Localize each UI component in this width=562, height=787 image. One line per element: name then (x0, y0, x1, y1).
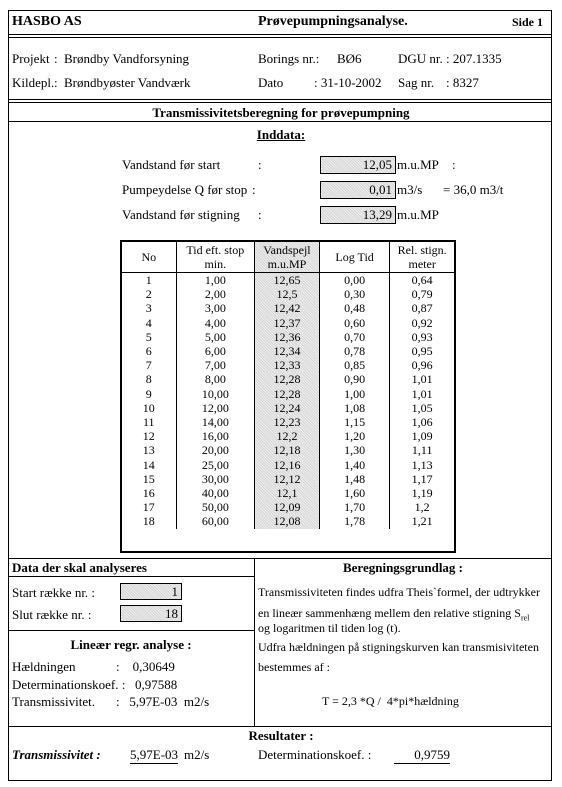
table-cell: 12,42 (255, 301, 320, 315)
analyse-title: Data der skal analyseres (12, 560, 147, 575)
table-row (122, 358, 454, 372)
table-row (122, 472, 454, 486)
table-cell: 40,00 (176, 486, 254, 500)
dato-value: : 31-10-2002 (314, 75, 382, 90)
table-cell: 1,19 (390, 486, 454, 500)
table-row (122, 372, 454, 386)
dgu-value: : 207.1335 (446, 51, 502, 66)
table-cell: 0,95 (390, 344, 454, 358)
table-row (122, 443, 454, 457)
table-cell: 16 (122, 486, 176, 500)
result-trans-label: Transmissivitet : (12, 747, 101, 762)
haeldning-value: : 0,30649 (116, 659, 175, 674)
table-cell: 0,48 (319, 301, 389, 315)
vandstand-start-unit: m.u.MP (397, 157, 439, 172)
table-cell: 12,28 (255, 387, 320, 401)
table-cell: 1,60 (319, 486, 389, 500)
table-row (122, 344, 454, 358)
table-cell: 3 (122, 301, 176, 315)
table-cell: 0,79 (390, 287, 454, 301)
col-header-relstign: Rel. stign. meter (390, 242, 454, 273)
table-cell: 4,00 (176, 316, 254, 330)
determ-label: Determinationskoef. : (12, 677, 126, 692)
table-cell: 0,92 (390, 316, 454, 330)
dgu-label: DGU nr. (398, 51, 443, 66)
table-cell: 6,00 (176, 344, 254, 358)
kildepl-label: Kildepl. (12, 75, 55, 90)
pumpeydelse-value[interactable]: 0,01 (320, 181, 396, 199)
table-cell: 25,00 (176, 458, 254, 472)
inddata-title: Inddata: (256, 127, 306, 142)
table-cell: 1,48 (319, 472, 389, 486)
table-row (122, 458, 454, 472)
result-trans-unit: m2/s (184, 747, 210, 762)
table-cell: 12,12 (255, 472, 320, 486)
col-header-tid: Tid eft. stop min. (176, 242, 254, 273)
kildepl-value: Brøndbyøster Vandværk (64, 75, 191, 90)
table-cell: 12,23 (255, 415, 320, 429)
table-cell: 4 (122, 316, 176, 330)
table-row (122, 330, 454, 344)
result-trans-value: 5,97E-03 (130, 747, 179, 762)
table-cell: 11 (122, 415, 176, 429)
pumpeydelse-unit: m3/s (397, 182, 423, 197)
table-cell: 2,00 (176, 287, 254, 301)
grundlag-title: Beregningsgrundlag : (342, 560, 464, 575)
table-cell: 1,05 (390, 401, 454, 415)
col-header-no: No (122, 242, 176, 273)
table-cell: 1,06 (390, 415, 454, 429)
input-label-pumpeydelse: Pumpeydelse Q før stop (122, 182, 248, 197)
slut-row-label: Slut række nr. : (12, 607, 92, 622)
table-cell: 12,65 (255, 273, 320, 288)
table-cell: 0,60 (319, 316, 389, 330)
pumpeydelse-extra: = 36,0 m3/t (443, 182, 504, 197)
table-cell: 12,00 (176, 401, 254, 415)
table-cell: 12,24 (255, 401, 320, 415)
vandstand-stigning-value[interactable]: 13,29 (320, 206, 396, 224)
determ-value: 0,97588 (135, 677, 178, 692)
table-cell: 12,09 (255, 500, 320, 514)
table-row (122, 514, 454, 528)
table-cell: 12,34 (255, 344, 320, 358)
table-cell: 1,01 (390, 372, 454, 386)
table-cell: 6 (122, 344, 176, 358)
table-cell: 10 (122, 401, 176, 415)
input-label-vandstand-start: Vandstand før start (122, 157, 221, 172)
table-cell: 0,78 (319, 344, 389, 358)
col-header-vandspejl: Vandspejl m.u.MP (255, 242, 320, 273)
table-cell: 12 (122, 429, 176, 443)
table-cell: 0,30 (319, 287, 389, 301)
grundlag-line1: Transmissiviteten findes udfra Theis`formel, der udtrykker (258, 585, 540, 599)
table-row (122, 429, 454, 443)
table-cell: 14 (122, 458, 176, 472)
table-row (122, 500, 454, 514)
table-cell: 1,70 (319, 500, 389, 514)
table-cell: 0,93 (390, 330, 454, 344)
table-cell: 14,00 (176, 415, 254, 429)
table-cell: 18 (122, 514, 176, 528)
slut-row-input[interactable]: 18 (120, 605, 182, 622)
table-cell: 0,00 (319, 273, 389, 288)
table-cell: 1,21 (390, 514, 454, 528)
table-row (122, 273, 454, 288)
table-row (122, 401, 454, 415)
start-row-label: Start række nr. : (12, 585, 96, 600)
table-cell: 12,5 (255, 287, 320, 301)
vandstand-stigning-unit: m.u.MP (397, 207, 439, 222)
table-cell: 15 (122, 472, 176, 486)
table-cell: 1,2 (390, 500, 454, 514)
table-row (122, 415, 454, 429)
table-cell: 5 (122, 330, 176, 344)
data-table (122, 242, 454, 529)
table-cell: 12,33 (255, 358, 320, 372)
result-determ-label: Determinationskoef. : (258, 747, 372, 762)
formula: T = 2,3 *Q / 4*pi*hældning (322, 694, 459, 708)
table-cell: 12,18 (255, 443, 320, 457)
table-cell: 12,37 (255, 316, 320, 330)
table-cell: 0,70 (319, 330, 389, 344)
table-cell: 0,96 (390, 358, 454, 372)
table-row (122, 301, 454, 315)
table-cell: 30,00 (176, 472, 254, 486)
trans-value: : 5,97E-03 m2/s (116, 694, 210, 709)
table-cell: 1,01 (390, 387, 454, 401)
table-cell: 12,2 (255, 429, 320, 443)
table-cell: 17 (122, 500, 176, 514)
start-row-input[interactable]: 1 (120, 583, 182, 600)
table-cell: 20,00 (176, 443, 254, 457)
table-cell: 1,15 (319, 415, 389, 429)
table-cell: 12,36 (255, 330, 320, 344)
table-cell: 0,87 (390, 301, 454, 315)
col-header-logtid: Log Tid (319, 242, 389, 273)
table-cell: 0,64 (390, 273, 454, 288)
page-number: Side 1 (512, 15, 544, 29)
table-cell: 3,00 (176, 301, 254, 315)
table-cell: 13 (122, 443, 176, 457)
grundlag-line4: Udfra hældningen på stigningskurven kan transmisiviteten (258, 640, 539, 654)
table-cell: 7,00 (176, 358, 254, 372)
result-determ-value: 0,9759 (394, 747, 450, 764)
projekt-value: Brøndby Vandforsyning (64, 51, 190, 66)
table-cell: 1,11 (390, 443, 454, 457)
table-cell: 1,17 (390, 472, 454, 486)
table-cell: 1,08 (319, 401, 389, 415)
table-cell: 0,90 (319, 372, 389, 386)
grundlag-line3: og logaritmen til tiden log (t). (258, 621, 401, 635)
projekt-label: Projekt (12, 51, 50, 66)
sag-label: Sag nr. (398, 75, 435, 90)
table-cell: 1,00 (319, 387, 389, 401)
table-cell: 8 (122, 372, 176, 386)
table-row (122, 387, 454, 401)
table-cell: 12,1 (255, 486, 320, 500)
table-cell: 1,00 (176, 273, 254, 288)
dato-label: Dato (258, 75, 284, 90)
sag-value: : 8327 (446, 75, 479, 90)
table-row (122, 486, 454, 500)
borings-value: BØ6 (337, 51, 362, 66)
section-title: Transmissivitetsberegning for prøvepumpning (152, 105, 410, 120)
table-cell: 16,00 (176, 429, 254, 443)
table-cell: 1,78 (319, 514, 389, 528)
table-cell: 8,00 (176, 372, 254, 386)
haeldning-label: Hældningen (12, 659, 76, 674)
table-cell: 2 (122, 287, 176, 301)
table-cell: 1,09 (390, 429, 454, 443)
grundlag-line2: en lineær sammenhæng mellem den relative stigning $S_{rel}$ (258, 606, 530, 623)
table-cell: 1,13 (390, 458, 454, 472)
table-cell: 5,00 (176, 330, 254, 344)
table-cell: 10,00 (176, 387, 254, 401)
table-cell: 1,30 (319, 443, 389, 457)
trans-label: Transmissivitet. (12, 694, 95, 709)
table-cell: 0,85 (319, 358, 389, 372)
table-cell: 12,16 (255, 458, 320, 472)
table-cell: 60,00 (176, 514, 254, 528)
table-cell: 1,20 (319, 429, 389, 443)
company-name: HASBO AS (12, 14, 82, 29)
table-cell: 7 (122, 358, 176, 372)
resultater-title: Resultater : (248, 728, 314, 743)
document-title: Prøvepumpningsanalyse. (258, 14, 408, 29)
table-cell: 12,28 (255, 372, 320, 386)
table-cell: 1,40 (319, 458, 389, 472)
table-cell: 9 (122, 387, 176, 401)
regression-title: Lineær regr. analyse : (70, 637, 192, 652)
grundlag-line5: bestemmes af : (258, 660, 330, 674)
table-cell: 50,00 (176, 500, 254, 514)
table-row (122, 316, 454, 330)
vandstand-start-value[interactable]: 12,05 (320, 156, 396, 174)
table-cell: 1 (122, 273, 176, 288)
table-cell: 12,08 (255, 514, 320, 528)
borings-label: Borings nr.: (258, 51, 320, 66)
input-label-vandstand-stigning: Vandstand før stigning (122, 207, 240, 222)
table-row (122, 287, 454, 301)
